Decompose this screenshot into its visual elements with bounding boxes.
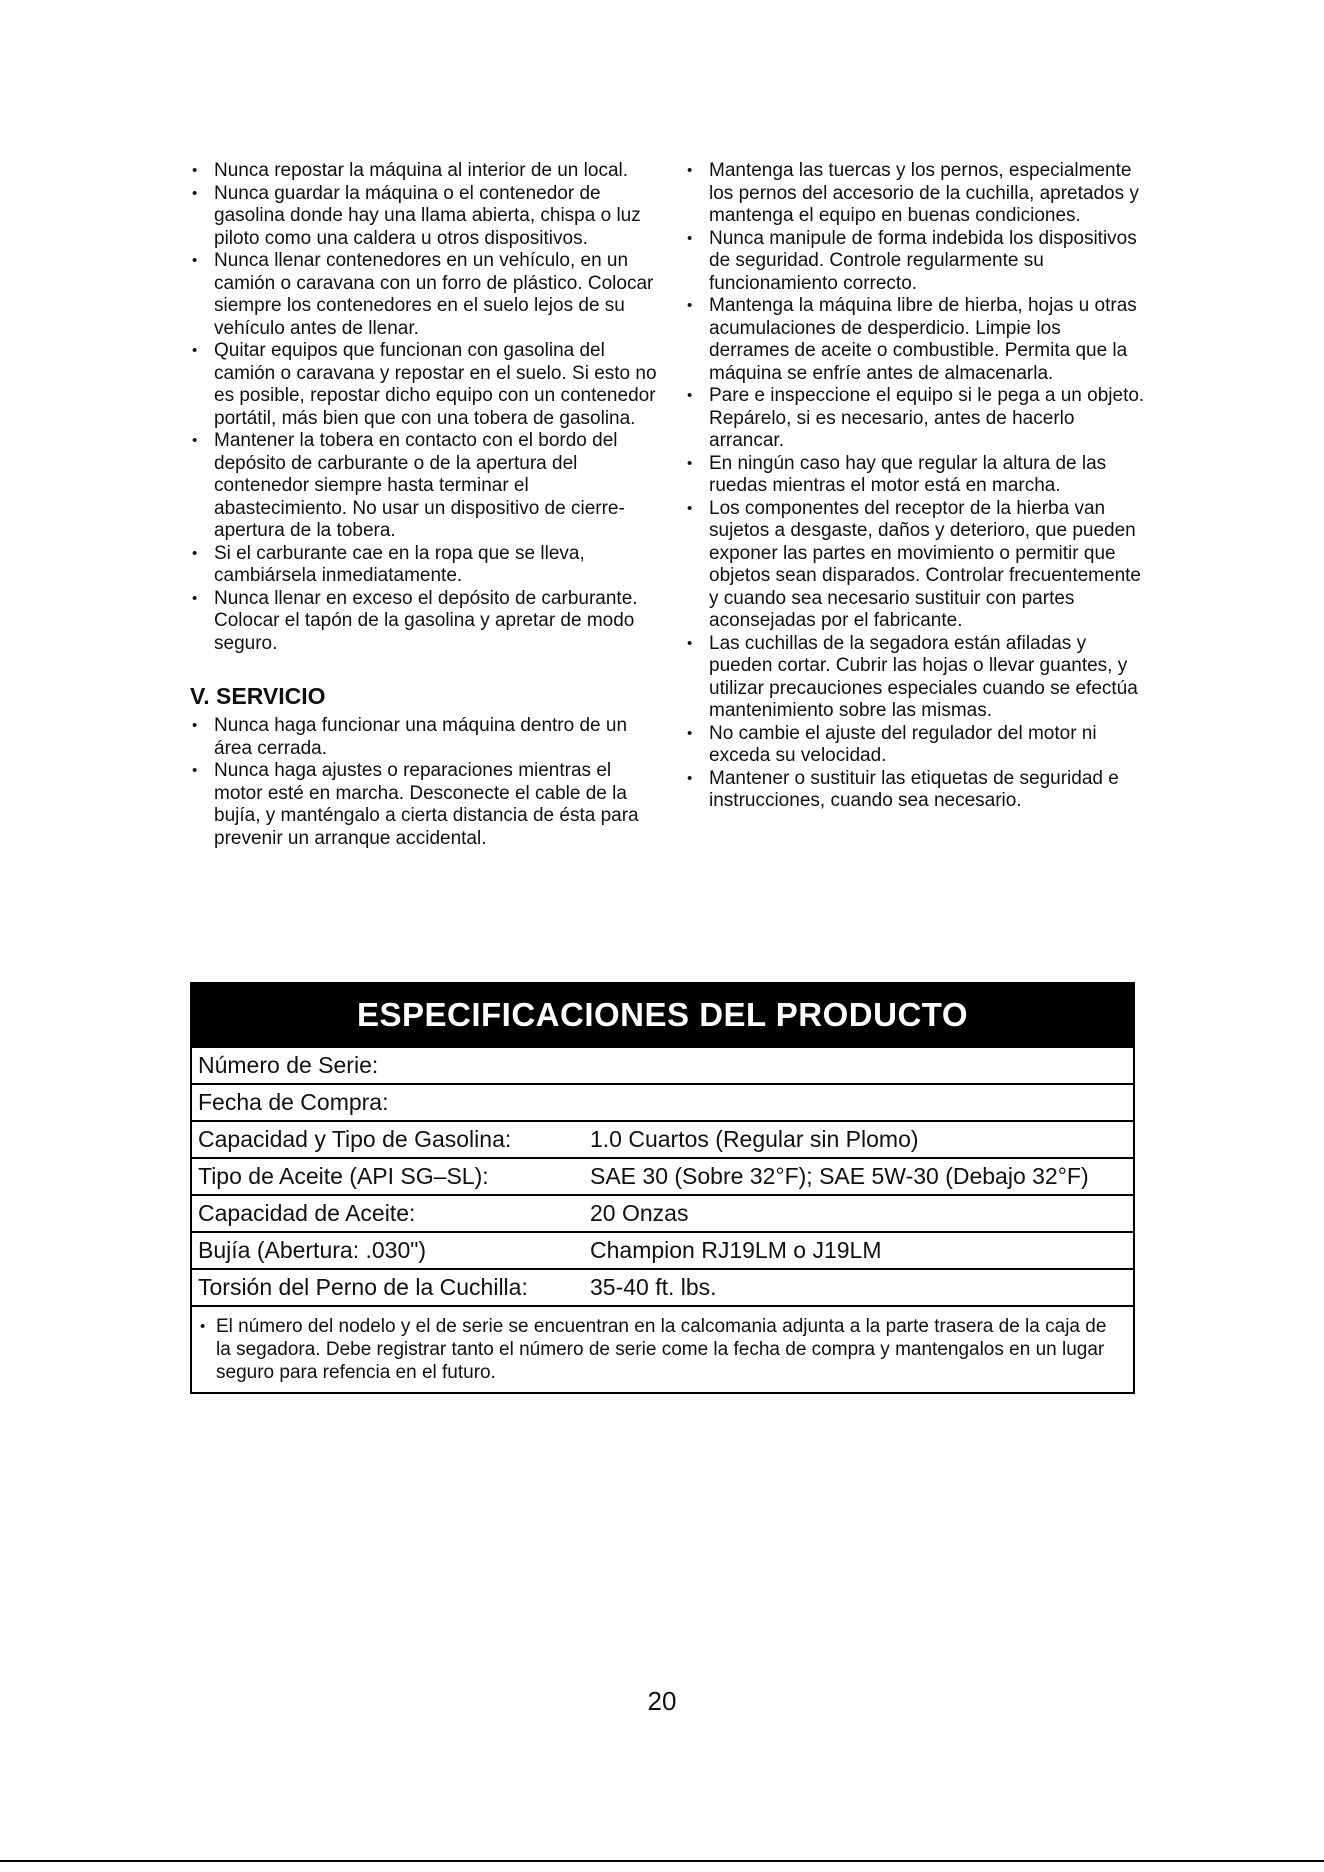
list-item: • En ningún caso hay que regular la altura de las ruedas mientras el motor está en marcha. [685,453,1145,498]
maintenance-safety-list [685,160,1145,813]
spec-label: Capacidad de Aceite: [198,1200,416,1226]
specs-title: ESPECIFICACIONES DEL PRODUCTO [192,984,1133,1046]
spec-value: 20 Onzas [590,1200,689,1226]
list-item: • Nunca manipule de forma indebida los dispositivos de seguridad. Controle regularmente su funcionamiento correcto. [685,228,1145,296]
right-column [685,160,1145,813]
spec-label: Tipo de Aceite (API SG–SL): [198,1163,489,1189]
list-item: • Nunca llenar en exceso el depósito de carburante. Colocar el tapón de la gasolina y apretar de modo seguro. [190,588,660,656]
list-item: • Mantenga la máquina libre de hierba, hojas u otras acumulaciones de desperdicio. Limpie los derrames de aceite o combustible. Permita que la máquina se enfríe antes de almacenarla. [685,295,1145,385]
table-row [192,1083,1133,1120]
list-item: • Nunca repostar la máquina al interior de un local. [190,160,660,183]
spec-value: SAE 30 (Sobre 32°F); SAE 5W-30 (Debajo 32°F) [590,1163,1089,1189]
list-item: • Quitar equipos que funcionan con gasolina del camión o caravana y repostar en el suelo. Si esto no es posible, repostar dicho equipo con un contenedor portátil, más bien que con una tobera de gasolina. [190,340,660,430]
service-list [190,715,660,850]
specs-note: • El número del nodelo y el de serie se encuentran en la calcomania adjunta a la parte trasera de la caja de la segadora. Debe registrar tanto el número de serie come la fecha de compra y mantengalos en un lugar seguro para refencia en el futuro. [192,1305,1133,1392]
spec-value: 1.0 Cuartos (Regular sin Plomo) [590,1126,919,1152]
section-heading-servicio: V. SERVICIO [190,683,326,709]
list-item: • Mantenga las tuercas y los pernos, especialmente los pernos del accesorio de la cuchilla, apretados y mantenga el equipo en buenas condiciones. [685,160,1145,228]
table-row [192,1157,1133,1194]
spec-label: Torsión del Perno de la Cuchilla: [198,1274,528,1300]
list-item: • Los componentes del receptor de la hierba van sujetos a desgaste, daños y deterioro, que pueden exponer las partes en movimiento o permitir que objetos sean disparados. Controlar frecuentemente y cuando sea necesario sustituir con partes aconsejadas por el fabricante. [685,498,1145,633]
spec-value [590,1048,1133,1083]
product-specs-table [190,982,1135,1394]
list-item: • Si el carburante cae en la ropa que se lleva, cambiársela inmediatamente. [190,543,660,588]
list-item: • Pare e inspeccione el equipo si le pega a un objeto. Repárelo, si es necesario, antes de hacerlo arrancar. [685,385,1145,453]
bottom-divider [0,1860,1324,1862]
list-item: • Nunca haga ajustes o reparaciones mientras el motor esté en marcha. Desconecte el cable de la bujía, y manténgalo a cierta distancia de ésta para prevenir un arranque accidental. [190,760,660,850]
list-item: • No cambie el ajuste del regulador del motor ni exceda su velocidad. [685,723,1145,768]
table-row [192,1120,1133,1157]
left-column [190,160,660,850]
list-item: • Nunca llenar contenedores en un vehículo, en un camión o caravana con un forro de plástico. Colocar siempre los contenedores en el suelo lejos de su vehículo antes de llenar. [190,250,660,340]
list-item: • Mantener la tobera en contacto con el bordo del depósito de carburante o de la apertura del contenedor siempre hasta terminar el abastecimiento. No usar un dispositivo de cierre-apertura de la tobera. [190,430,660,543]
fueling-safety-list [190,160,660,655]
list-item: • Nunca haga funcionar una máquina dentro de un área cerrada. [190,715,660,760]
table-row [192,1268,1133,1305]
spec-label: Número de Serie: [198,1052,379,1078]
page-number: 20 [647,1686,677,1716]
spec-label: Capacidad y Tipo de Gasolina: [198,1126,512,1152]
spec-label: Fecha de Compra: [198,1089,389,1115]
table-row [192,1046,1133,1083]
list-item: • Las cuchillas de la segadora están afiladas y pueden cortar. Cubrir las hojas o llevar guantes, y utilizar precauciones especiales cuando se efectúa mantenimiento sobre las mismas. [685,633,1145,723]
spec-value: 35-40 ft. lbs. [590,1274,717,1300]
spec-value [590,1085,1133,1120]
list-item: • Nunca guardar la máquina o el contenedor de gasolina donde hay una llama abierta, chispa o luz piloto como una caldera u otros dispositivos. [190,183,660,251]
table-row [192,1231,1133,1268]
table-row [192,1194,1133,1231]
spec-label: Bujía (Abertura: .030") [198,1237,427,1263]
spec-value: Champion RJ19LM o J19LM [590,1237,882,1263]
list-item: • Mantener o sustituir las etiquetas de seguridad e instrucciones, cuando sea necesario. [685,768,1145,813]
